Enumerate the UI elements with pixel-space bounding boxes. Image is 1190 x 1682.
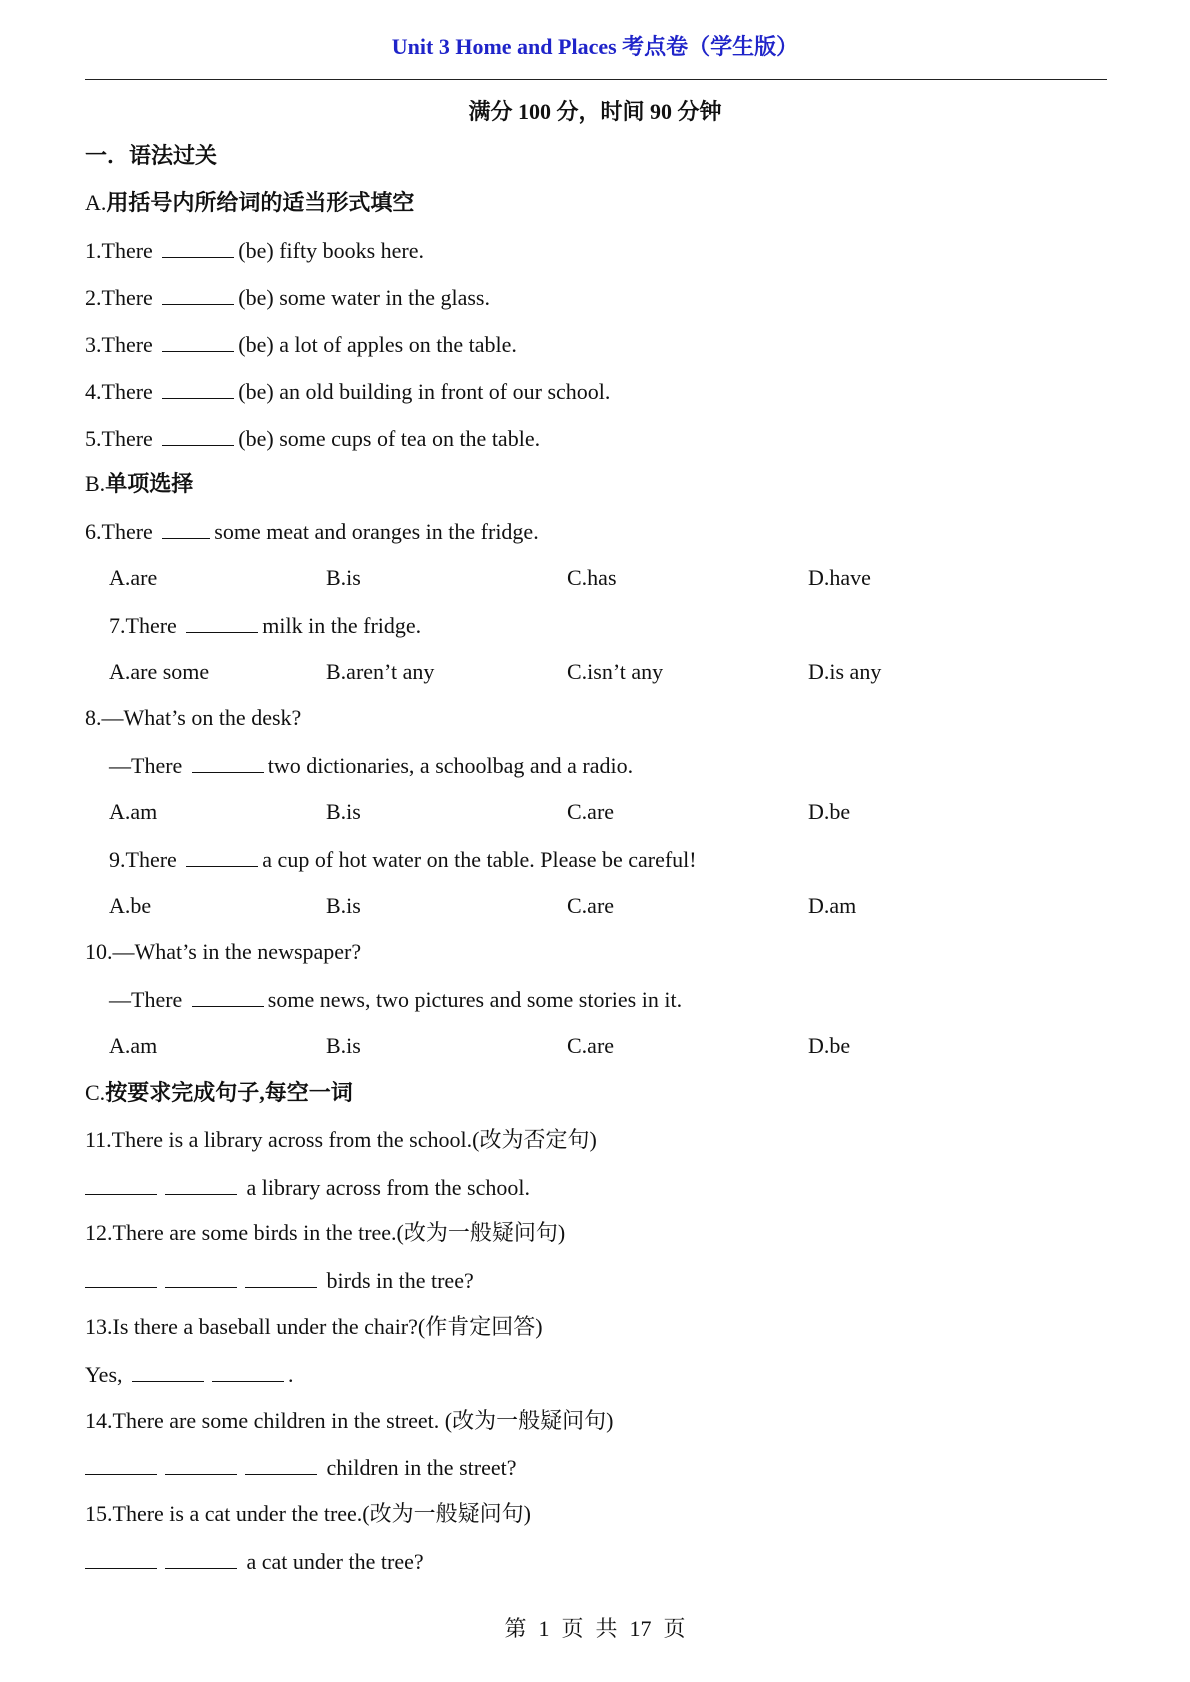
question-7: 7.There milk in the fridge. [109,613,422,638]
section-title: 一．语法过关 [85,143,218,168]
question-6: 6.There some meat and oranges in the fridge. [85,519,539,544]
answer-line-12: birds in the tree? [85,1267,474,1294]
answer-blank[interactable] [165,1174,237,1195]
option-b[interactable]: B.is [326,799,361,824]
question-15: 15.There is a cat under the tree.(改为一般疑问句) [85,1501,531,1526]
score-line: 满分 100 分，时间 90 分钟 [468,99,722,124]
question-8-response: —There two dictionaries, a schoolbag and a radio. [109,753,634,778]
page-number: 1 [538,1616,550,1641]
option-d[interactable]: D.be [808,799,851,824]
question-9: 9.There a cup of hot water on the table. Please be careful! [109,847,697,872]
option-a[interactable]: A.are some [109,659,210,684]
answer-blank[interactable] [85,1548,157,1569]
answer-blank[interactable] [162,518,210,539]
option-d[interactable]: D.am [808,893,857,918]
question-11: 11.There is a library across from the school.(改为否定句) [85,1127,597,1152]
part-c-title: C.按要求完成句子,每空一词 [85,1080,353,1105]
question-13: 13.Is there a baseball under the chair?(作肯定回答) [85,1314,543,1339]
answer-line-15: a cat under the tree? [85,1548,424,1575]
option-a[interactable]: A.am [109,1033,158,1058]
question-10-response: —There some news, two pictures and some stories in it. [109,987,683,1012]
question-10: 10.—What’s in the newspaper? [85,939,362,964]
option-c[interactable]: C.are [567,1033,615,1058]
answer-blank[interactable] [162,425,234,446]
header-rule [85,79,1107,80]
answer-blank[interactable] [165,1454,237,1475]
option-d[interactable]: D.have [808,565,871,590]
page-total: 17 [629,1616,652,1641]
question-8: 8.—What’s on the desk? [85,705,302,730]
answer-blank[interactable] [212,1361,284,1382]
question-5: 5.There (be) some cups of tea on the table. [85,426,541,451]
question-4: 4.There (be) an old building in front of our school. [85,379,611,404]
question-1: 1.There (be) fifty books here. [85,238,425,263]
answer-blank[interactable] [162,378,234,399]
question-14: 14.There are some children in the street. (改为一般疑问句) [85,1408,614,1433]
answer-blank[interactable] [165,1548,237,1569]
answer-blank[interactable] [186,846,258,867]
option-b[interactable]: B.is [326,565,361,590]
page-footer: 第 1 页 共 17 页 [504,1616,686,1641]
answer-line-14: children in the street? [85,1454,516,1481]
answer-blank[interactable] [186,612,258,633]
option-a[interactable]: A.am [109,799,158,824]
option-d[interactable]: D.be [808,1033,851,1058]
option-c[interactable]: C.are [567,893,615,918]
answer-blank[interactable] [192,986,264,1007]
question-12: 12.There are some birds in the tree.(改为一般疑问句) [85,1220,566,1245]
part-a-title: A.用括号内所给词的适当形式填空 [85,190,415,215]
question-2: 2.There (be) some water in the glass. [85,285,490,310]
option-a[interactable]: A.are [109,565,158,590]
answer-blank[interactable] [245,1454,317,1475]
option-c[interactable]: C.has [567,565,617,590]
option-c[interactable]: C.isn’t any [567,659,664,684]
option-d[interactable]: D.is any [808,659,882,684]
answer-blank[interactable] [245,1267,317,1288]
answer-blank[interactable] [162,237,234,258]
document-header: Unit 3 Home and Places 考点卷（学生版） [391,34,799,59]
option-b[interactable]: B.is [326,1033,361,1058]
question-3: 3.There (be) a lot of apples on the table. [85,332,517,357]
answer-line-13: Yes, . [85,1362,294,1387]
option-b[interactable]: B.is [326,893,361,918]
answer-blank[interactable] [192,752,264,773]
answer-blank[interactable] [162,331,234,352]
option-c[interactable]: C.are [567,799,615,824]
option-b[interactable]: B.aren’t any [326,659,435,684]
answer-blank[interactable] [132,1361,204,1382]
answer-blank[interactable] [85,1174,157,1195]
answer-blank[interactable] [162,284,234,305]
option-a[interactable]: A.be [109,893,152,918]
answer-blank[interactable] [165,1267,237,1288]
part-b-title: B.单项选择 [85,471,194,496]
answer-line-11: a library across from the school. [85,1174,530,1201]
answer-blank[interactable] [85,1454,157,1475]
answer-blank[interactable] [85,1267,157,1288]
